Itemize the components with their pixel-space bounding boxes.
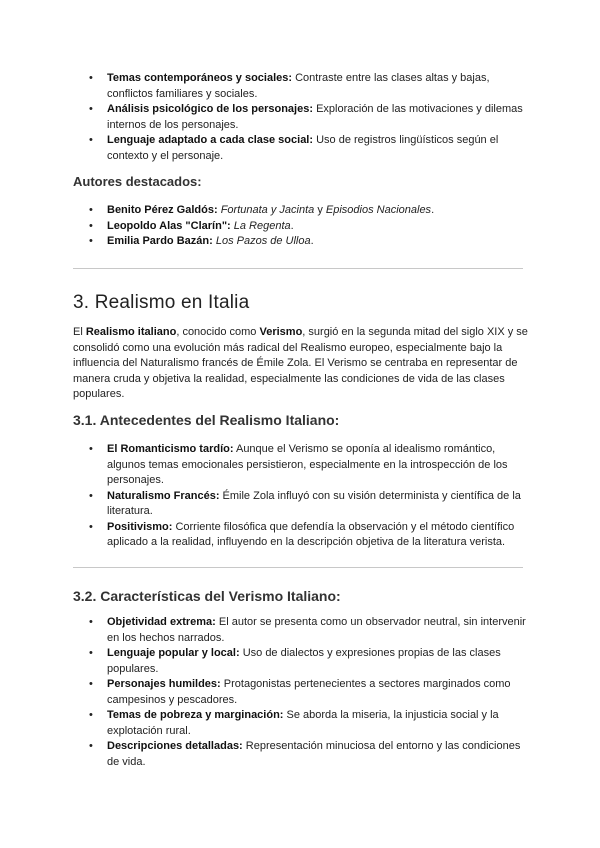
list-item (0, 646, 600, 677)
bullet-label: Temas de pobreza y marginación: (107, 709, 284, 721)
list-item (0, 489, 600, 520)
punctuation: . (290, 219, 294, 232)
bullet-label: Temas contemporáneos y sociales: (107, 72, 293, 84)
list-item (0, 219, 600, 235)
bullet-label: Positivismo: (107, 520, 173, 533)
subsection-title: 3.2. Características del Verismo Italiano: (73, 588, 341, 604)
author-name: Leopoldo Alas "Clarín": (107, 219, 231, 232)
bullet-text: Contraste entre las clases altas y bajas, conflictos familiares y sociales. (107, 72, 490, 100)
list-item (0, 203, 600, 219)
list-item (0, 520, 600, 551)
bullet-label: Análisis psicológico de los personajes: (107, 103, 314, 115)
bold-term: Realismo italiano (85, 326, 177, 338)
subsection-title: 3.1. Antecedentes del Realismo Italiano: (73, 412, 340, 428)
section-title: 3. Realismo en Italia (73, 292, 250, 313)
bullet-label: Lenguaje adaptado a cada clase social: (107, 134, 314, 146)
author-name: Benito Pérez Galdós: (107, 204, 218, 216)
list-item (0, 677, 600, 708)
bullet-label: Lenguaje popular y local: (107, 647, 240, 659)
bullet-label: Descripciones detalladas: (107, 740, 243, 752)
bullet-text: Exploración de las motivaciones y dilemas internos de los personajes. (107, 103, 523, 131)
author-work: La Regenta (233, 219, 291, 232)
list-item (0, 615, 600, 646)
list-item (0, 71, 600, 102)
author-name: Emilia Pardo Bazán: (107, 235, 213, 247)
bullet-text: Representación minuciosa del entorno y las condiciones de vida. (107, 740, 521, 768)
list-item (0, 102, 600, 133)
characteristics-list (0, 615, 600, 770)
bullet-text: El autor se presenta como un observador neutral, sin intervenir en los hechos narrados. (107, 616, 526, 644)
list-item (0, 234, 600, 250)
punctuation: . (310, 235, 314, 247)
conjunction: y (314, 204, 326, 216)
divider (73, 268, 523, 269)
intro-paragraph (73, 325, 529, 403)
text-run: , surgió en la segunda mitad del siglo XIX y se consolidó como una evolución más radical del Realismo europeo, especialmente bajo la influencia del Naturalismo francés de Émile Zola. El Verismo se centraba en representar de manera cruda y objetiva la realidad, especialmente las condiciones de vida de las clases populares. (73, 326, 528, 400)
bullet-text: Protagonistas pertenecientes a sectores marginados como campesinos y pescadores. (107, 678, 511, 706)
bullet-text: Uso de dialectos y expresiones propias de las clases populares. (107, 647, 501, 675)
authors-list (0, 203, 600, 250)
top-bullet-list (0, 71, 600, 164)
author-work: Episodios Nacionales (325, 204, 432, 216)
bold-term: Verismo (259, 326, 303, 338)
list-item (0, 442, 600, 489)
list-item (0, 708, 600, 739)
punctuation: . (431, 204, 435, 216)
authors-heading: Autores destacados: (73, 174, 202, 189)
text-run: , conocido como (176, 326, 260, 338)
bullet-text: Aunque el Verismo se oponía al idealismo romántico, algunos temas emocionales persistieron, especialmente en la introspección de los personajes. (107, 443, 508, 486)
author-work: Fortunata y Jacinta (220, 204, 315, 216)
list-item (0, 133, 600, 164)
bullet-label: El Romanticismo tardío: (107, 443, 234, 455)
text-run: El (73, 326, 86, 338)
bullet-text: Se aborda la miseria, la injusticia social y la explotación rural. (107, 709, 499, 737)
antecedents-list (0, 442, 600, 551)
bullet-text: Uso de registros lingüísticos según el contexto y el personaje. (107, 134, 499, 162)
author-work: Los Pazos de Ulloa (215, 235, 311, 247)
bullet-text: Corriente filosófica que defendía la observación y el método científico aplicado a la realidad, influyendo en la descripción objetiva de la literatura verista. (107, 520, 515, 548)
list-item (0, 739, 600, 770)
bullet-label: Naturalismo Francés: (107, 489, 220, 502)
bullet-text: Émile Zola influyó con su visión determinista y científica de la literatura. (107, 489, 521, 517)
divider (73, 567, 523, 568)
bullet-label: Objetividad extrema: (107, 616, 216, 628)
bullet-label: Personajes humildes: (107, 678, 221, 690)
